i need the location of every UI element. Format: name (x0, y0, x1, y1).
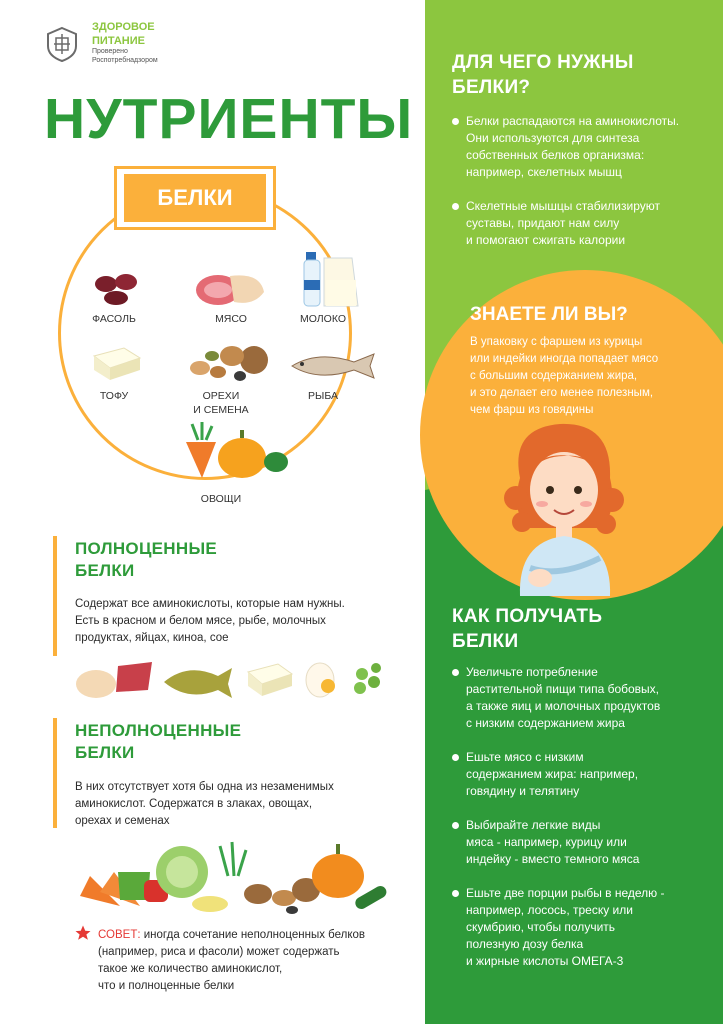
vegetables-icon (172, 420, 292, 482)
incomplete-heading: НЕПОЛНОЦЕННЫЕ БЕЛКИ (75, 721, 242, 762)
why-item: Скелетные мышцы стабилизируют суставы, придают нам силу и помогают сжигать калории (452, 198, 707, 249)
how-item: Ешьте две порции рыбы в неделю - например, лосось, треску или скумбрию, чтобы получить полезную дозу белка и жирные кислоты ОМЕГА-3 (452, 885, 712, 970)
milk-icon (302, 250, 366, 308)
how-list (452, 664, 712, 987)
tip-label: СОВЕТ: (98, 929, 141, 941)
logo-text: ЗДОРОВОЕ ПИТАНИЕ (92, 21, 155, 47)
how-item: Увеличьте потребление растительной пищи типа бобовых, а также яиц и молочных продуктов с низким содержанием жира (452, 664, 712, 732)
did-you-know-text: В упаковку с фаршем из курицы или индейки иногда попадает мясо с большим содержанием жира, и это делает его менее полезным, чем фарш из говядины (470, 336, 659, 416)
incomplete-foods-strip-icon (70, 836, 390, 918)
section-label: БЕЛКИ (124, 174, 266, 222)
nuts-icon (182, 342, 270, 384)
why-list (452, 113, 707, 266)
why-item: Белки распадаются на аминокислоты. Они используются для синтеза собственных белков организма: например, скелетных мышц (452, 113, 707, 181)
logo-subtext: Проверено Роспотребнадзором (92, 48, 158, 64)
food-label-beans: ФАСОЛЬ (92, 313, 136, 325)
rospotrebnadzor-emblem-icon (42, 24, 82, 64)
tip-text: СОВЕТ: иногда сочетание неполноценных белков (например, риса и фасоли) может содержать такое же количество аминокислот, что и полноценные белки (98, 929, 366, 992)
did-you-know-title: ЗНАЕТЕ ЛИ ВЫ? (470, 304, 628, 325)
food-label-vegetables: ОВОЩИ (200, 493, 242, 505)
beans-icon (92, 268, 142, 308)
complete-heading: ПОЛНОЦЕННЫЕ БЕЛКИ (75, 539, 218, 580)
fish-icon (288, 350, 378, 382)
complete-foods-strip-icon (72, 656, 390, 704)
food-label-meat: МЯСО (215, 313, 247, 325)
how-item: Выбирайте легкие виды мяса - например, курицу или индейку - вместо темного мяса (452, 817, 712, 868)
food-label-tofu: ТОФУ (99, 390, 129, 402)
page-title: НУТРИЕНТЫ (44, 87, 414, 151)
why-heading: ДЛЯ ЧЕГО НУЖНЫ БЕЛКИ? (452, 52, 634, 98)
complete-text: Содержат все аминокислоты, которые нам нужны. Есть в красном и белом мясе, рыбе, молочных продуктах, яйцах, киноа, сое (75, 598, 345, 644)
food-label-milk: МОЛОКО (299, 313, 347, 325)
how-heading: КАК ПОЛУЧАТЬ БЕЛКИ (452, 606, 603, 652)
how-item: Ешьте мясо с низким содержанием жира: например, говядину и телятину (452, 749, 712, 800)
star-icon (74, 924, 92, 942)
tofu-icon (90, 342, 142, 382)
food-label-fish: РЫБА (308, 390, 338, 402)
food-label-nuts: ОРЕХИ И СЕМЕНА (193, 390, 249, 416)
incomplete-text: В них отсутствует хотя бы одна из незаменимых аминокислот. Содержатся в злаках, овощах, орехах и семенах (75, 781, 334, 827)
girl-illustration (500, 418, 630, 596)
incomplete-accent-bar (53, 718, 57, 828)
meat-icon (194, 268, 266, 308)
complete-accent-bar (53, 536, 57, 656)
